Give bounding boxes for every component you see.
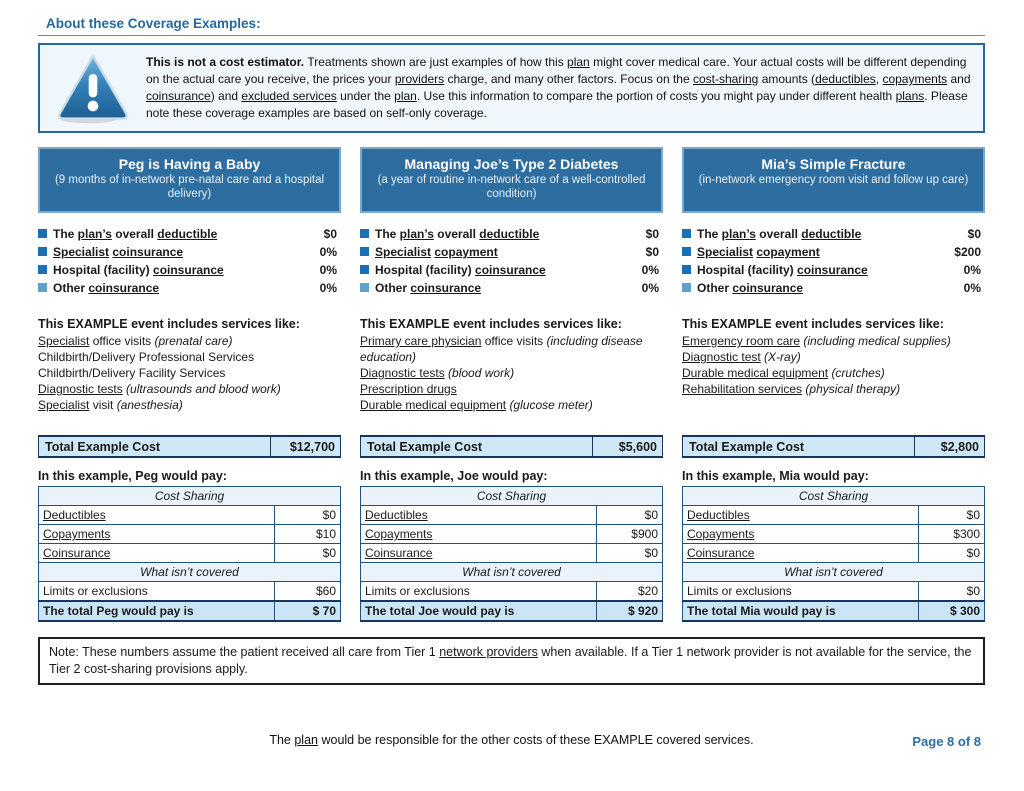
service-item: Emergency room care (including medical supplies) [682, 334, 951, 348]
cost-sharing-table [360, 486, 663, 622]
row-value: $0 [919, 544, 985, 563]
bullet-square-icon [38, 247, 47, 256]
plan-parameter-row [682, 261, 985, 279]
example-subtitle: (9 months of in-network pre-natal care and a hospital delivery) [54, 174, 325, 201]
total-pay-label: The total Peg would pay is [39, 601, 275, 621]
services-section [38, 317, 341, 427]
would-pay-heading: In this example, Joe would pay: [360, 469, 548, 483]
bullet-square-icon [360, 265, 369, 274]
plan-parameter-label: Hospital (facility) coinsurance [375, 263, 546, 277]
row-label: Limits or exclusions [683, 582, 919, 602]
row-label: Copayments [39, 525, 275, 544]
row-value: $0 [597, 506, 663, 525]
bullet-square-icon [38, 265, 47, 274]
plan-parameter-value: $0 [645, 227, 659, 241]
row-label: Coinsurance [683, 544, 919, 563]
bullet-square-icon [360, 283, 369, 292]
warning-triangle-icon [40, 52, 146, 124]
row-value: $0 [919, 506, 985, 525]
plan-parameter-value: 0% [319, 245, 337, 259]
service-item: Prescription drugs [360, 381, 457, 396]
row-label: Copayments [683, 525, 919, 544]
cost-sharing-band: Cost Sharing [361, 487, 663, 506]
plan-parameter-row [38, 261, 341, 279]
row-label: Limits or exclusions [361, 582, 597, 602]
service-item: Specialist visit (anesthesia) [38, 397, 183, 412]
plan-parameter-label: Specialist copayment [697, 245, 820, 259]
alert-box [38, 43, 985, 133]
total-pay-value: $ 70 [275, 601, 341, 621]
coverage-example-mia [682, 147, 985, 622]
services-heading: This EXAMPLE event includes services like: [38, 317, 300, 331]
cost-sharing-band: Cost Sharing [39, 487, 341, 506]
not-covered-band: What isn’t covered [361, 563, 663, 582]
cost-sharing-table [682, 486, 985, 622]
bullet-square-icon [360, 247, 369, 256]
coverage-example-peg [38, 147, 341, 622]
service-item: Durable medical equipment (glucose meter) [360, 397, 593, 412]
plan-parameter-label: Specialist copayment [375, 245, 498, 259]
page-footer [38, 733, 985, 759]
plan-parameter-row [682, 243, 985, 261]
plan-parameter-label: Specialist coinsurance [53, 245, 184, 259]
row-value: $60 [275, 582, 341, 602]
plan-parameters [682, 225, 985, 309]
coverage-example-joe [360, 147, 663, 622]
plan-parameter-label: The plan’s overall deductible [53, 227, 218, 241]
example-subtitle: (in-network emergency room visit and follow up care) [698, 174, 969, 186]
total-pay-label: The total Joe would pay is [361, 601, 597, 621]
bullet-square-icon [682, 283, 691, 292]
plan-parameter-value: 0% [963, 281, 981, 295]
row-label: Copayments [361, 525, 597, 544]
plan-parameter-row [38, 225, 341, 243]
service-item: Childbirth/Delivery Facility Services [38, 365, 226, 380]
note-box: Note: These numbers assume the patient received all care from Tier 1 network providers when available. If a Tier 1 network provider is not available for the service, the Tier 2 cost-sharing provisions apply. [38, 637, 985, 685]
total-example-cost-value: $2,800 [914, 437, 984, 456]
example-title: Managing Joe’s Type 2 Diabetes [404, 156, 619, 172]
service-item: Rehabilitation services (physical therapy) [682, 381, 901, 396]
example-subtitle: (a year of routine in-network care of a well-controlled condition) [377, 174, 646, 201]
total-pay-value: $ 300 [919, 601, 985, 621]
plan-parameter-row [38, 243, 341, 261]
plan-parameter-label: Hospital (facility) coinsurance [697, 263, 868, 277]
plan-parameter-value: 0% [319, 281, 337, 295]
row-value: $20 [597, 582, 663, 602]
page-heading: About these Coverage Examples: [38, 14, 985, 36]
plan-parameter-value: $0 [967, 227, 981, 241]
plan-parameter-value: $0 [323, 227, 337, 241]
total-example-cost-row [360, 435, 663, 458]
example-header [38, 147, 341, 213]
bullet-square-icon [38, 229, 47, 238]
row-value: $300 [919, 525, 985, 544]
coverage-example-columns [38, 147, 985, 622]
plan-parameter-label: Other coinsurance [375, 281, 482, 295]
total-pay-label: The total Mia would pay is [683, 601, 919, 621]
total-example-cost-row [682, 435, 985, 458]
service-item: Diagnostic test (X-ray) [682, 349, 801, 364]
row-value: $900 [597, 525, 663, 544]
plan-parameter-row [360, 279, 663, 297]
bullet-square-icon [360, 229, 369, 238]
row-label: Deductibles [361, 506, 597, 525]
plan-parameter-row [360, 261, 663, 279]
service-item: Specialist office visits (prenatal care) [38, 334, 233, 348]
row-label: Coinsurance [361, 544, 597, 563]
service-item: Durable medical equipment (crutches) [682, 365, 885, 380]
total-example-cost-label: Total Example Cost [689, 439, 805, 454]
bullet-square-icon [682, 229, 691, 238]
plan-parameter-value: $0 [645, 245, 659, 259]
not-covered-band: What isn’t covered [39, 563, 341, 582]
plan-parameter-label: Other coinsurance [53, 281, 160, 295]
plan-parameter-value: 0% [641, 263, 659, 277]
services-heading: This EXAMPLE event includes services like: [682, 317, 944, 331]
not-covered-band: What isn’t covered [683, 563, 985, 582]
alert-text: This is not a cost estimator. Treatments shown are just examples of how this plan might cover medical care. Your actual costs will be different depending on the actual care you receive, the prices your providers charge, and many other factors. Focus on the cost-sharing amounts (deductibles, copayments and coinsurance) and excluded services under the plan. Use this information to compare the portion of costs you might pay under different health plans. Please note these coverage examples are based on self-only coverage. [146, 54, 971, 121]
plan-parameters [360, 225, 663, 309]
service-item: Childbirth/Delivery Professional Services [38, 349, 255, 364]
row-label: Coinsurance [39, 544, 275, 563]
row-value: $0 [275, 506, 341, 525]
cost-sharing-band: Cost Sharing [683, 487, 985, 506]
plan-parameter-label: The plan’s overall deductible [375, 227, 540, 241]
plan-parameter-value: 0% [963, 263, 981, 277]
total-pay-value: $ 920 [597, 601, 663, 621]
row-label: Limits or exclusions [39, 582, 275, 602]
cost-sharing-table [38, 486, 341, 622]
row-value: $0 [597, 544, 663, 563]
row-value: $10 [275, 525, 341, 544]
row-label: Deductibles [683, 506, 919, 525]
bullet-square-icon [682, 247, 691, 256]
total-example-cost-value: $5,600 [592, 437, 662, 456]
example-header [682, 147, 985, 213]
plan-parameter-value: 0% [319, 263, 337, 277]
plan-parameter-value: $200 [954, 245, 981, 259]
plan-parameter-row [38, 279, 341, 297]
service-item: Primary care physician office visits (including disease education) [360, 334, 643, 364]
plan-parameters [38, 225, 341, 309]
example-title: Peg is Having a Baby [118, 156, 261, 172]
plan-parameter-row [682, 279, 985, 297]
row-label: Deductibles [39, 506, 275, 525]
plan-parameter-label: Other coinsurance [697, 281, 804, 295]
would-pay-heading: In this example, Peg would pay: [38, 469, 227, 483]
services-heading: This EXAMPLE event includes services like: [360, 317, 622, 331]
total-example-cost-label: Total Example Cost [367, 439, 483, 454]
services-section [360, 317, 663, 427]
plan-parameter-row [682, 225, 985, 243]
service-item: Diagnostic tests (blood work) [360, 365, 515, 380]
plan-parameter-row [360, 243, 663, 261]
plan-parameter-value: 0% [641, 281, 659, 295]
total-example-cost-row [38, 435, 341, 458]
row-value: $0 [919, 582, 985, 602]
total-example-cost-value: $12,700 [270, 437, 340, 456]
would-pay-heading: In this example, Mia would pay: [682, 469, 869, 483]
page-number: Page 8 of 8 [912, 734, 981, 749]
total-example-cost-label: Total Example Cost [45, 439, 161, 454]
example-header [360, 147, 663, 213]
plan-parameter-label: The plan’s overall deductible [697, 227, 862, 241]
row-value: $0 [275, 544, 341, 563]
plan-parameter-label: Hospital (facility) coinsurance [53, 263, 224, 277]
services-section [682, 317, 985, 427]
bullet-square-icon [38, 283, 47, 292]
plan-parameter-row [360, 225, 663, 243]
example-title: Mia’s Simple Fracture [761, 156, 906, 172]
service-item: Diagnostic tests (ultrasounds and blood work) [38, 381, 281, 396]
footer-note: The plan would be responsible for the other costs of these EXAMPLE covered services. [269, 733, 754, 747]
bullet-square-icon [682, 265, 691, 274]
